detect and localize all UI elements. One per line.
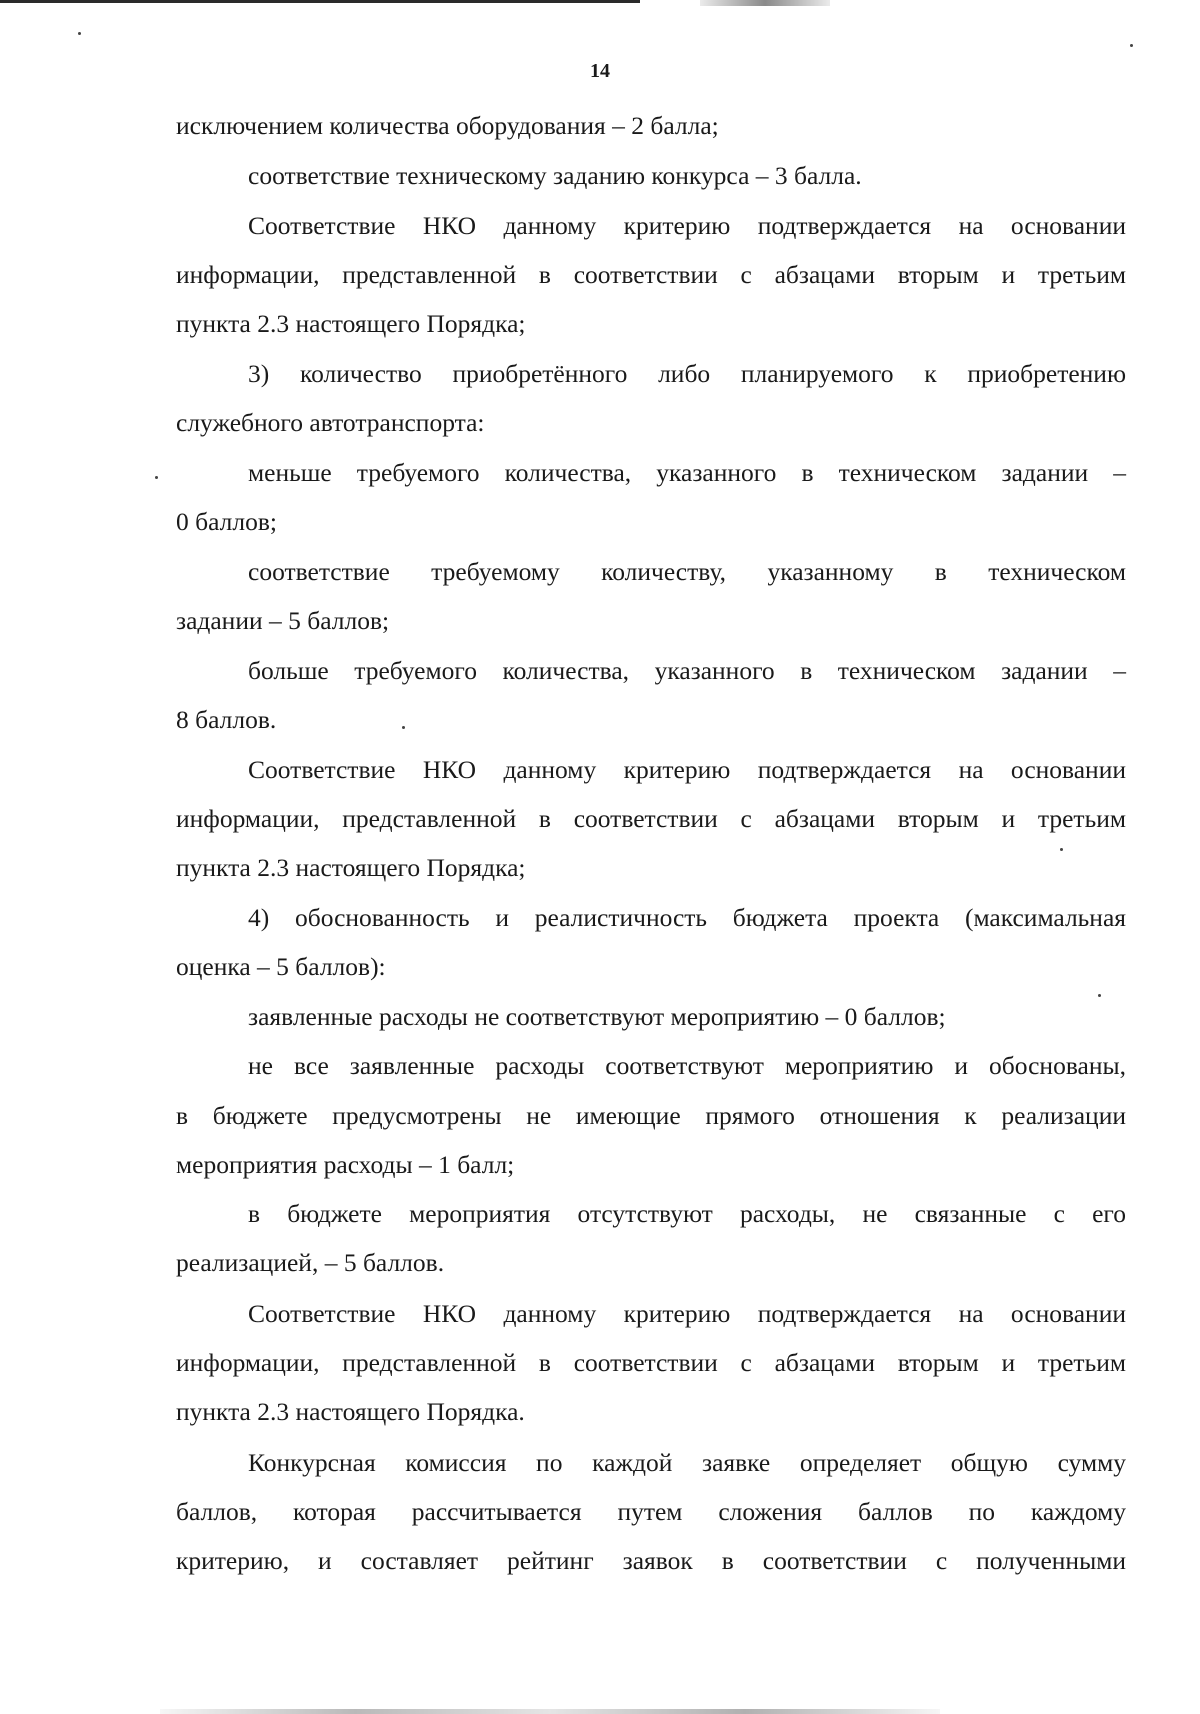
text-line: пункта 2.3 настоящего Порядка; <box>176 309 526 338</box>
text-line: меньше требуемого количества, указанного в техническом задании – <box>248 458 1126 487</box>
scan-speck <box>1060 848 1063 851</box>
scan-speck <box>155 476 158 479</box>
text-line: соответствие техническому заданию конкурса – 3 балла. <box>248 161 862 190</box>
text-line: 8 баллов. <box>176 705 277 734</box>
text-line: информации, представленной в соответствии с абзацами вторым и третьим <box>176 804 1126 833</box>
text-line: оценка – 5 баллов): <box>176 952 386 981</box>
text-line: исключением количества оборудования – 2 балла; <box>176 111 719 140</box>
scan-speck <box>1130 44 1133 47</box>
text-line: задании – 5 баллов; <box>176 606 390 635</box>
text-line: 3) количество приобретённого либо планируемого к приобретению <box>248 359 1126 388</box>
text-line: реализацией, – 5 баллов. <box>176 1248 445 1277</box>
scan-speck <box>78 32 81 35</box>
text-line: соответствие требуемому количеству, указанному в техническом <box>248 557 1126 586</box>
text-line: Конкурсная комиссия по каждой заявке определяет общую сумму <box>248 1448 1126 1477</box>
text-line: в бюджете предусмотрены не имеющие прямого отношения к реализации <box>176 1101 1126 1130</box>
text-line: не все заявленные расходы соответствуют мероприятию и обоснованы, <box>248 1051 1126 1080</box>
text-line: Соответствие НКО данному критерию подтверждается на основании <box>248 211 1126 240</box>
text-line: 0 баллов; <box>176 507 277 536</box>
text-line: 4) обоснованность и реалистичность бюджета проекта (максимальная <box>248 903 1126 932</box>
text-line: заявленные расходы не соответствуют мероприятию – 0 баллов; <box>248 1002 946 1031</box>
text-line: Соответствие НКО данному критерию подтверждается на основании <box>248 1299 1126 1328</box>
text-line: информации, представленной в соответствии с абзацами вторым и третьим <box>176 1348 1126 1377</box>
text-line: пункта 2.3 настоящего Порядка; <box>176 853 526 882</box>
scan-edge-bottom <box>160 1709 940 1714</box>
text-line: в бюджете мероприятия отсутствуют расходы, не связанные с его <box>248 1199 1126 1228</box>
text-line: пункта 2.3 настоящего Порядка. <box>176 1397 525 1426</box>
text-line: Соответствие НКО данному критерию подтверждается на основании <box>248 755 1126 784</box>
scan-speck <box>1098 994 1101 997</box>
page-number: 14 <box>590 60 610 82</box>
text-line: критерию, и составляет рейтинг заявок в соответствии с полученными <box>176 1546 1126 1575</box>
scan-artifact-top <box>700 0 830 6</box>
scan-edge-top <box>0 0 640 3</box>
text-line: баллов, которая рассчитывается путем сложения баллов по каждому <box>176 1497 1126 1526</box>
text-line: больше требуемого количества, указанного в техническом задании – <box>248 656 1126 685</box>
text-line: информации, представленной в соответствии с абзацами вторым и третьим <box>176 260 1126 289</box>
text-line: мероприятия расходы – 1 балл; <box>176 1150 515 1179</box>
text-line: служебного автотранспорта: <box>176 408 485 437</box>
